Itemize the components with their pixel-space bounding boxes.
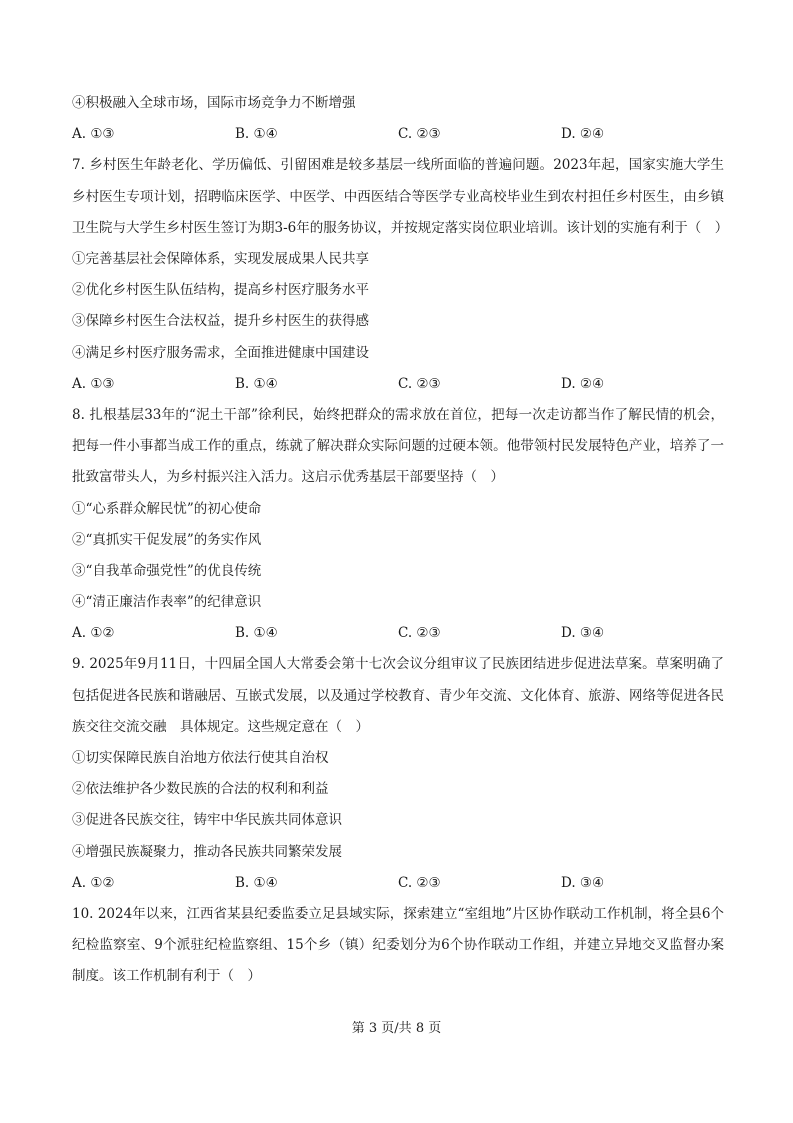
option-line: ①切实保障民族自治地方依法行使其自治权 [72,750,329,767]
question-9-stem: 9. 2025年9月11日，十四届全国人大常委会第十七次会议分组审议了民族团结进步促进法草案。草案明确了包括促进各民族和谐融居、互嵌式发展，以及通过学校教育、青少年交流、文化体育、旅游、网络等促进各民族交往交流交融 具体规定。这些规定意在（ ） [72,656,724,735]
choice-b: B. ①④ [235,126,278,143]
choice-b: B. ①④ [235,375,278,392]
choice-c: C. ②③ [398,625,441,642]
choice-a: A. ①③ [72,126,115,143]
answer-choices [72,868,724,899]
page-content [72,88,729,993]
answer-choices [72,369,724,400]
choice-d: D. ③④ [561,874,605,891]
question-7-stem: 7. 乡村医生年龄老化、学历偏低、引留困难是较多基层一线所面临的普遍问题。2023年起，国家实施大学生乡村医生专项计划，招聘临床医学、中医学、中西医结合等医学专业高校毕业生到农村担任乡村医生，由乡镇卫生院与大学生乡村医生签订为期3-6年的服务协议，并按规定落实岗位职业培训。该计划的实施有利于（ ） [72,157,729,236]
choice-c: C. ②③ [398,375,441,392]
answer-choices [72,618,724,649]
option-line: ④增强民族凝聚力，推动各民族共同繁荣发展 [72,843,342,860]
question-10-stem: 10. 2024年以来，江西省某县纪委监委立足县域实际，探索建立“室组地”片区协作联动工作机制，将全县6个纪检监察室、9个派驻纪检监察组、15个乡（镇）纪委划分为6个协作联动工作组，并建立异地交叉监督办案制度。该工作机制有利于（ ） [72,906,724,985]
option-line: ②“真抓实干促发展”的务实作风 [72,531,262,548]
choice-d: D. ②④ [561,375,605,392]
choice-a: A. ①③ [72,375,115,392]
choice-d: D. ②④ [561,126,605,143]
page-footer: 第 3 页/共 8 页 [351,1021,442,1036]
choice-c: C. ②③ [398,126,441,143]
choice-a: A. ①② [72,625,115,642]
option-line: ④“清正廉洁作表率”的纪律意识 [72,594,262,611]
option-line: ④积极融入全球市场，国际市场竞争力不断增强 [72,95,356,111]
choice-b: B. ①④ [235,874,278,891]
option-line: ②优化乡村医生队伍结构，提高乡村医疗服务水平 [72,282,369,299]
choice-b: B. ①④ [235,625,278,642]
option-line: ②依法维护各少数民族的合法的权利和利益 [72,781,329,798]
choice-c: C. ②③ [398,874,441,891]
choice-d: D. ③④ [561,625,605,642]
choice-a: A. ①② [72,874,115,891]
option-line: ③“自我革命强党性”的优良传统 [72,562,262,579]
answer-choices [72,119,724,150]
option-line: ③促进各民族交往，铸牢中华民族共同体意识 [72,812,342,829]
option-line: ①“心系群众解民忧”的初心使命 [72,500,262,517]
option-line: ④满足乡村医疗服务需求，全面推进健康中国建设 [72,344,369,361]
option-line: ①完善基层社会保障体系，实现发展成果人民共享 [72,250,369,267]
question-8-stem: 8. 扎根基层33年的“泥土干部”徐利民，始终把群众的需求放在首位，把每一次走访都当作了解民情的机会，把每一件小事都当成工作的重点，练就了解决群众实际问题的过硬本领。他带领村民发展特色产业，培养了一批致富带头人，为乡村振兴注入活力。这启示优秀基层干部要坚持（ ） [72,406,724,486]
option-line: ③保障乡村医生合法权益，提升乡村医生的获得感 [72,313,369,330]
